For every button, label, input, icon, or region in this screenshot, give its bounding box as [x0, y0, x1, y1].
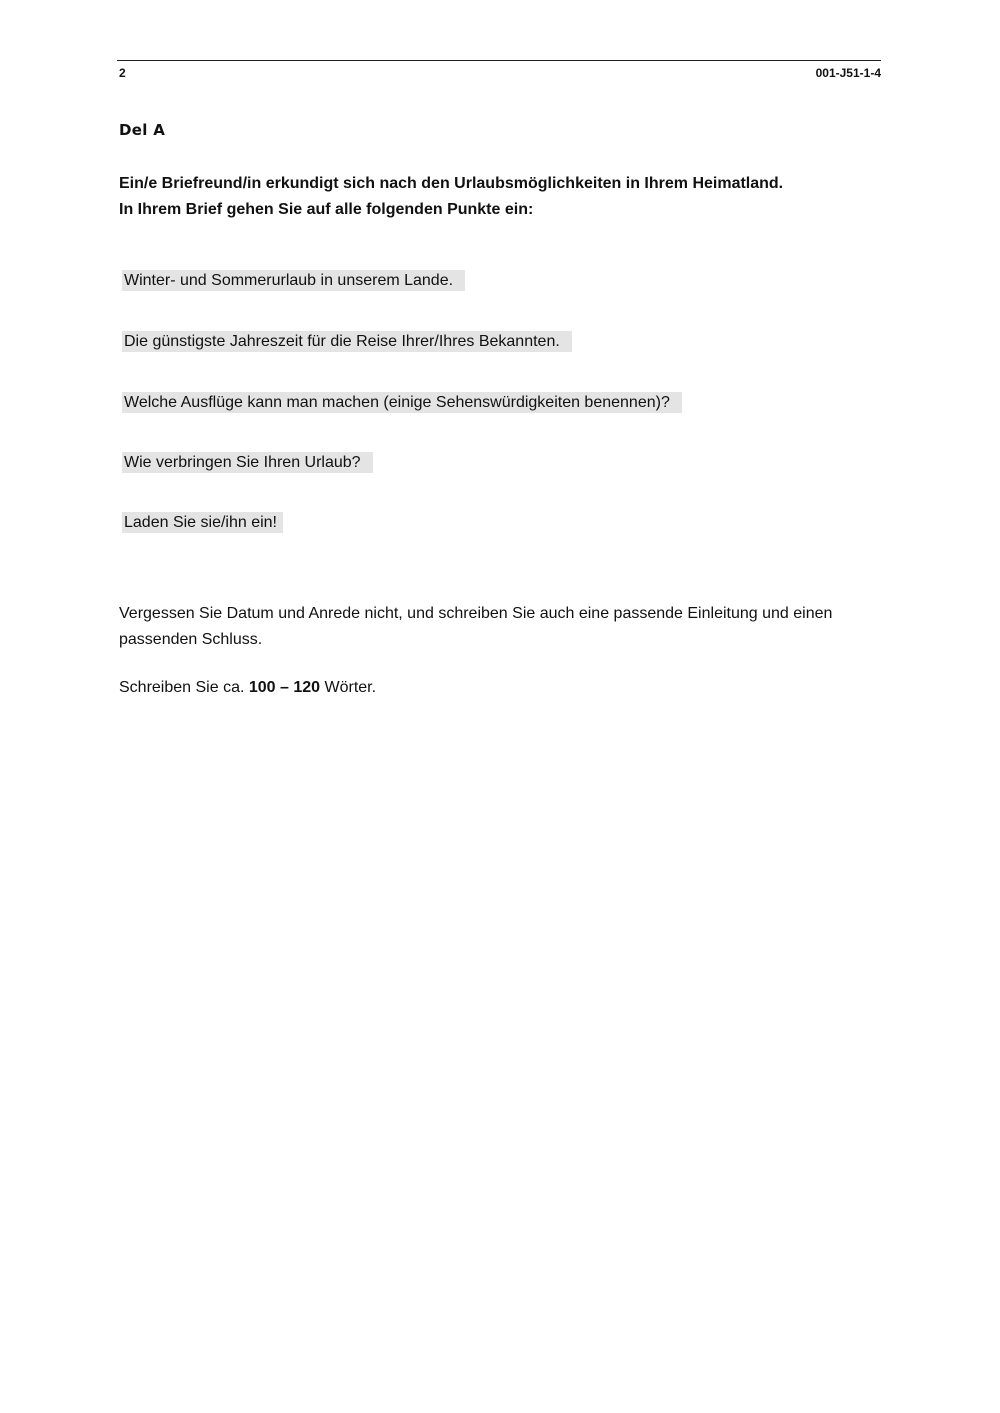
task-instructions	[119, 171, 783, 223]
task-point-1: Winter- und Sommerurlaub in unserem Lande.	[122, 270, 465, 291]
instruction-line-1: Ein/e Briefreund/in erkundigt sich nach den Urlaubsmöglichkeiten in Ihrem Heimatland.	[119, 175, 784, 192]
task-point-5: Laden Sie sie/ihn ein!	[122, 512, 283, 533]
reminder-text: Vergessen Sie Datum und Anrede nicht, und schreiben Sie auch eine passende Einleitung und einen passenden Schluss.	[119, 605, 833, 648]
task-point-3: Welche Ausflüge kann man machen (einige Sehenswürdigkeiten benennen)?	[122, 392, 682, 413]
page-number: 2	[119, 66, 126, 80]
word-count-prefix: Schreiben Sie ca.	[119, 679, 245, 696]
task-point-4: Wie verbringen Sie Ihren Urlaub?	[122, 452, 373, 473]
word-count-suffix: Wörter.	[324, 679, 377, 696]
document-code: 001-J51-1-4	[815, 66, 881, 80]
task-point-2: Die günstigste Jahreszeit für die Reise Ihrer/Ihres Bekannten.	[122, 331, 572, 352]
page-header	[117, 60, 881, 80]
word-count-instruction	[119, 677, 376, 699]
instruction-line-2: In Ihrem Brief gehen Sie auf alle folgenden Punkte ein:	[119, 201, 534, 218]
section-title: Del A	[119, 121, 166, 139]
word-count-range: 100 – 120	[248, 679, 321, 696]
